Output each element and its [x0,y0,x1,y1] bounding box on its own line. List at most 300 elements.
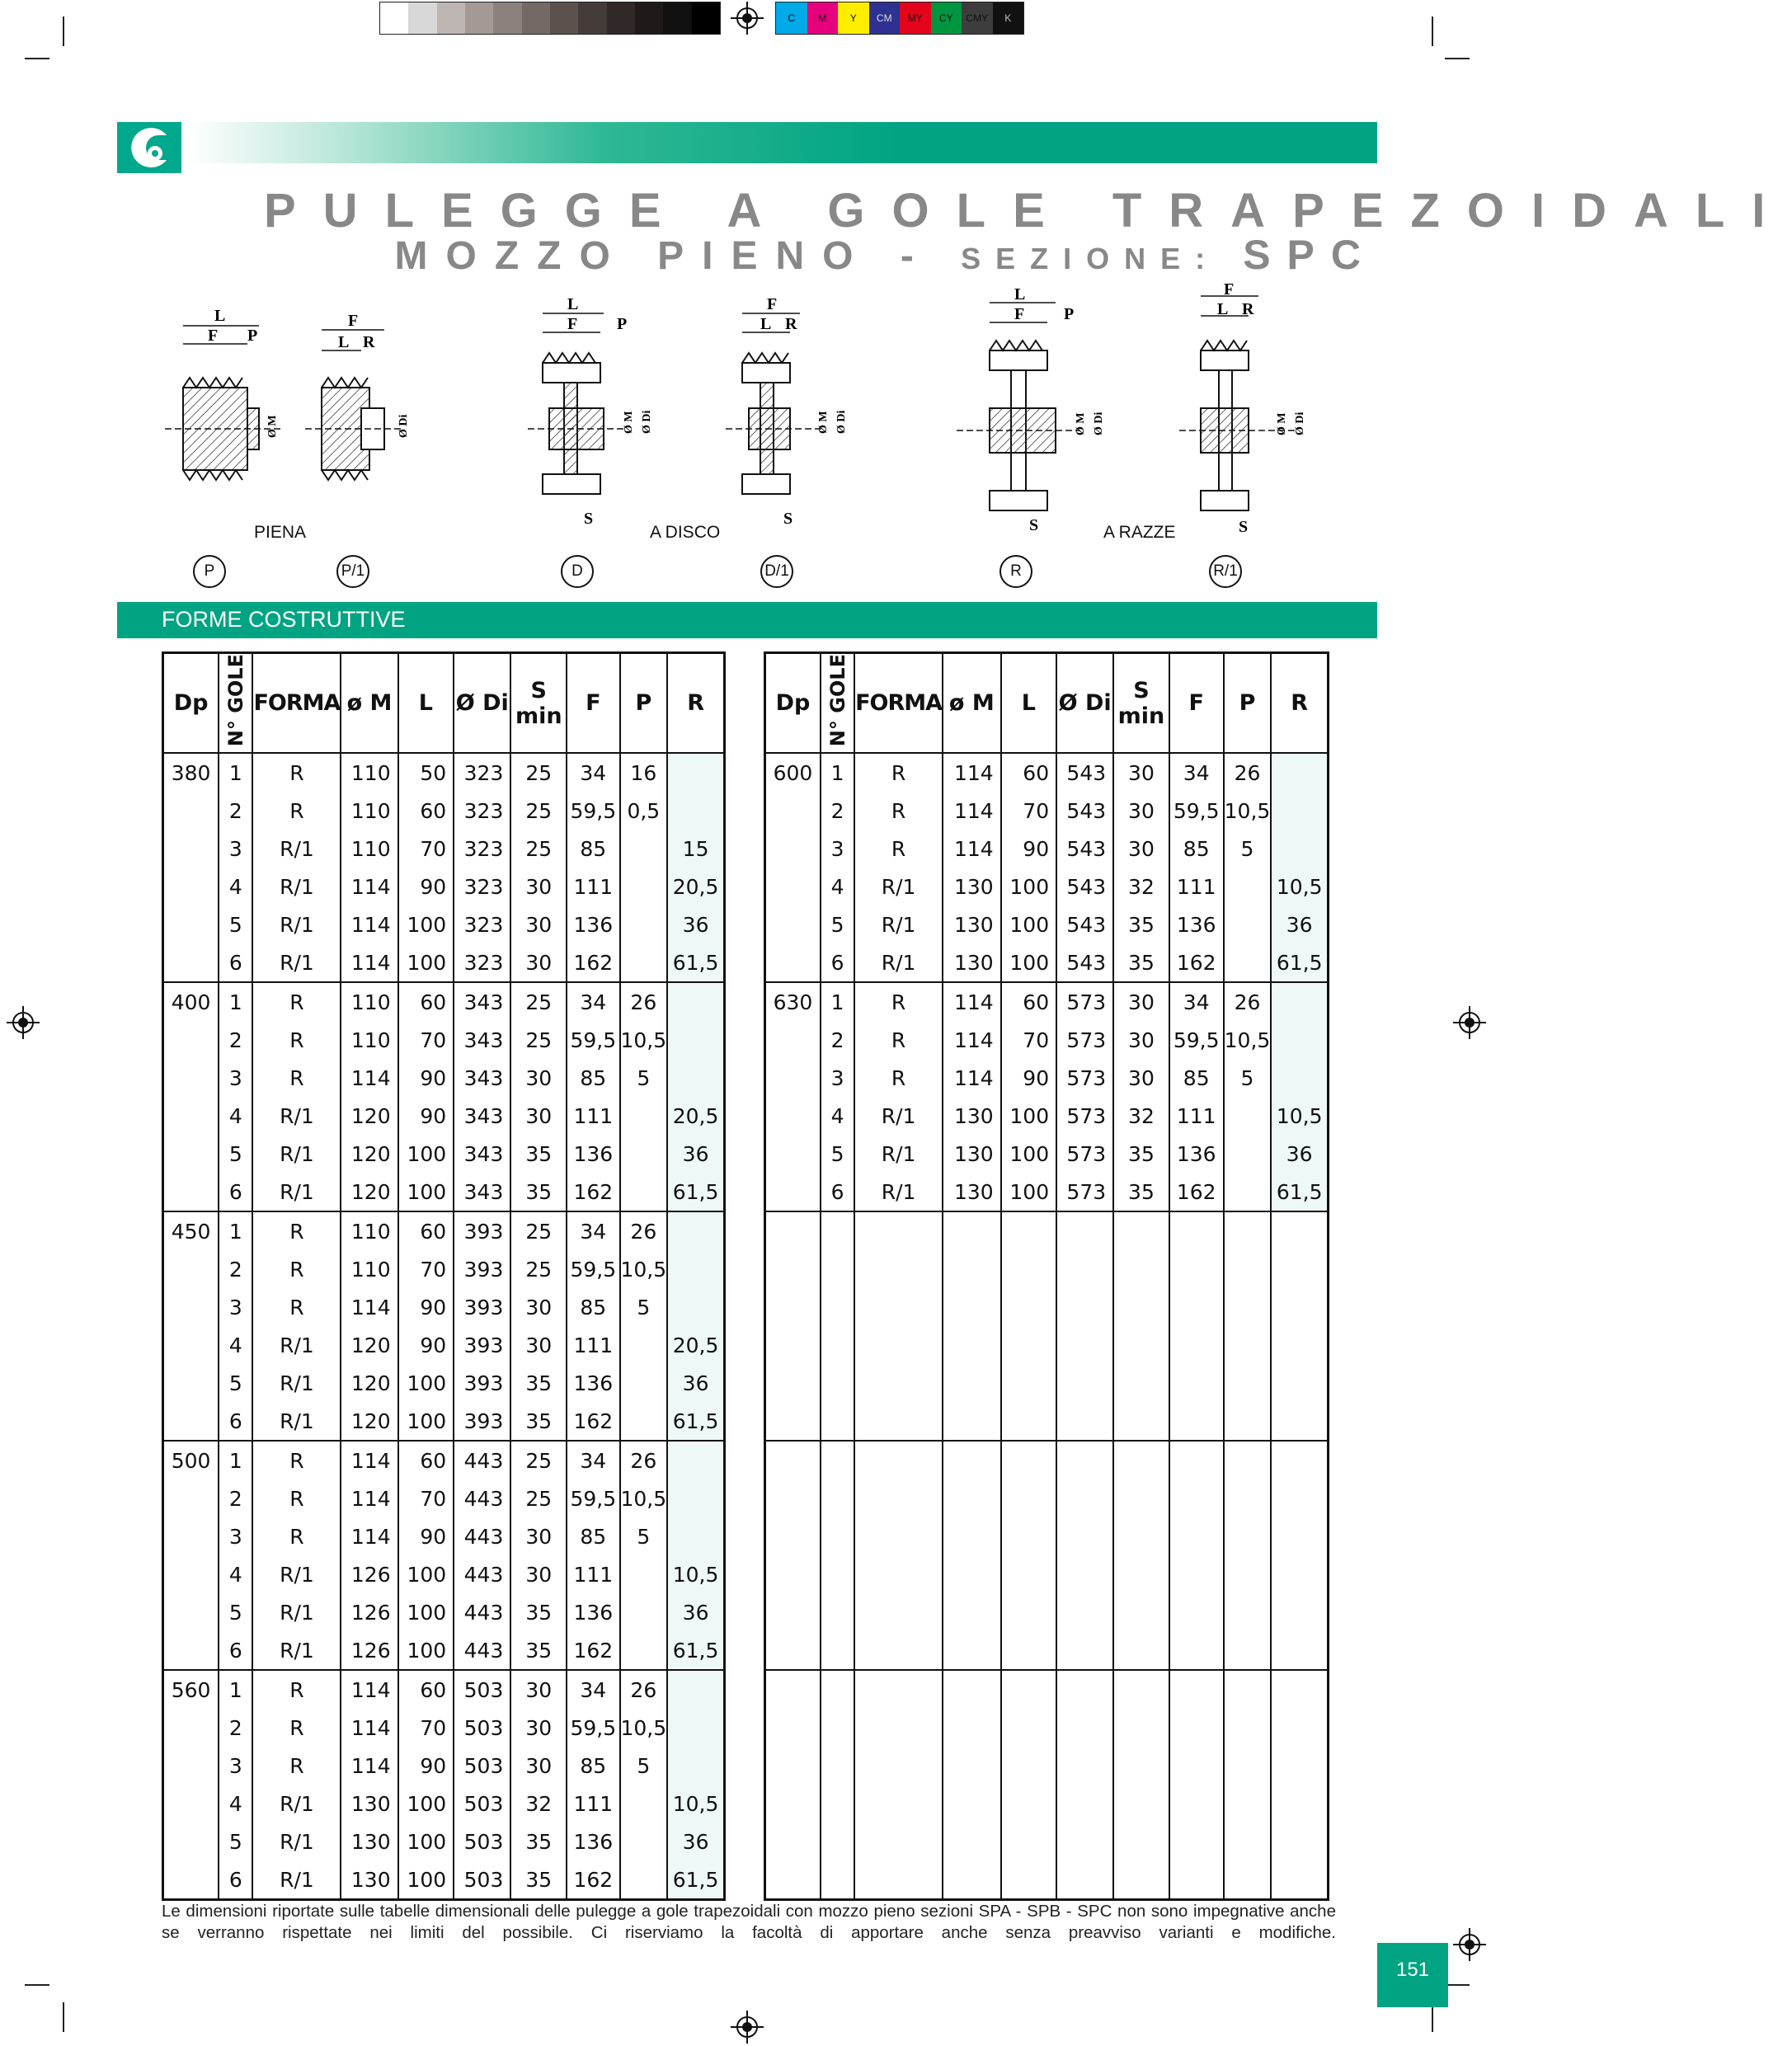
cell-n-gole: 5 [219,1823,252,1860]
cell-r: 61,5 [1271,943,1328,982]
table-row [765,1364,1329,1402]
header-s [1113,653,1169,754]
cell-dp [765,1097,821,1135]
cmyk-swatch: M [807,2,839,34]
cell-di: 573 [1056,1021,1113,1059]
cell-m [943,1441,1001,1479]
cell-s: 25 [510,753,567,792]
cell-p [1224,1211,1272,1250]
cell-dp: 630 [765,982,821,1021]
table-row [765,943,1329,982]
header-m: ø M [341,653,397,754]
cell-dp [765,1326,821,1364]
cell-s: 25 [510,792,567,830]
cell-f: 162 [1169,1173,1224,1211]
svg-text:Ø M: Ø M [266,415,279,438]
cell-f [1169,1631,1224,1670]
cell-r: 61,5 [1271,1173,1328,1211]
table-row [163,1326,725,1364]
diagram-piena-p1 [305,312,410,480]
table-row [163,1173,725,1211]
cell-r [1271,830,1328,868]
table-row [163,1747,725,1785]
cell-dp [163,943,219,982]
cell-n-gole: 2 [219,1250,252,1288]
cell-f [1169,1555,1224,1593]
cell-forma: R/1 [252,1785,341,1823]
cell-di: 323 [454,943,510,982]
cell-n-gole: 4 [219,1785,252,1823]
cell-s: 35 [510,1135,567,1173]
cell-p: 26 [620,1441,668,1479]
crop-mark [63,16,64,46]
cell-di [1056,1517,1113,1555]
table-row [163,868,725,905]
cell-m: 114 [943,982,1001,1021]
cell-dp [163,1709,219,1747]
cell-dp: 400 [163,982,219,1021]
cell-p: 10,5 [1224,1021,1272,1059]
cell-m: 110 [341,1021,397,1059]
cell-p [620,868,668,905]
cell-n-gole [821,1364,854,1402]
cell-n-gole [821,1747,854,1785]
cell-f: 59,5 [567,1709,619,1747]
cell-s: 30 [510,868,567,905]
cmyk-swatch: MY [900,2,931,34]
cell-f [1169,1479,1224,1517]
cell-forma: R/1 [252,943,341,982]
cell-f [1169,1709,1224,1747]
cell-r [1271,1059,1328,1097]
cell-dp [765,1593,821,1631]
cell-forma: R/1 [252,830,341,868]
cell-r [1271,1402,1328,1441]
cell-p: 26 [620,1211,668,1250]
cell-p [1224,1670,1272,1709]
cell-l: 100 [398,1402,454,1441]
cell-f: 162 [567,1402,619,1441]
cell-p [1224,1631,1272,1670]
cell-n-gole: 2 [821,792,854,830]
cell-l: 100 [398,1593,454,1631]
cell-f: 136 [567,1135,619,1173]
header-n-gole-label: N° GOLE [825,654,849,747]
table-row [163,1211,725,1250]
cell-p: 5 [1224,830,1272,868]
cell-r: 10,5 [667,1785,724,1823]
dimensions-table-left [162,651,726,1901]
cell-s: 30 [1113,1059,1169,1097]
cell-r [1271,1250,1328,1288]
cell-l [1001,1860,1056,1900]
cell-forma: R/1 [252,1555,341,1593]
cell-r [667,982,724,1021]
cell-l: 100 [1001,1173,1056,1211]
cell-dp [163,1097,219,1135]
cell-p: 10,5 [1224,792,1272,830]
cell-m [943,1250,1001,1288]
cell-r [667,753,724,792]
cell-s: 35 [510,1631,567,1670]
diagram-piena-p [165,307,280,480]
cell-di [1056,1402,1113,1441]
cell-m: 120 [341,1097,397,1135]
cell-m: 114 [341,1479,397,1517]
cell-di [1056,1631,1113,1670]
cell-f: 85 [567,1517,619,1555]
cell-f: 111 [567,1785,619,1823]
caption-piena: PIENA [254,523,307,542]
cmyk-swatch: C [776,2,807,34]
cell-r [1271,1823,1328,1860]
cell-di: 343 [454,1059,510,1097]
cell-s [1113,1326,1169,1364]
cell-l: 100 [1001,868,1056,905]
cell-m [943,1288,1001,1326]
cell-l: 60 [398,1670,454,1709]
cell-r [1271,1747,1328,1785]
caption-razze: A RAZZE [1103,523,1176,542]
cell-p: 16 [620,753,668,792]
cell-l: 100 [398,1785,454,1823]
cell-f: 59,5 [567,792,619,830]
cell-f: 59,5 [567,1250,619,1288]
cell-forma: R/1 [252,1364,341,1402]
cell-forma: R [252,1747,341,1785]
cell-f: 34 [567,753,619,792]
cmyk-swatch: CY [931,2,962,34]
cell-n-gole: 1 [219,1670,252,1709]
cell-m: 114 [943,830,1001,868]
header-forma: FORMA [854,653,943,754]
cell-n-gole: 4 [219,1326,252,1364]
cell-r [1271,1593,1328,1631]
cell-f: 85 [567,1288,619,1326]
registration-mark-icon [1453,1006,1486,1039]
cell-l [1001,1441,1056,1479]
cell-forma: R [252,1517,341,1555]
cell-dp [765,1823,821,1860]
cell-n-gole [821,1785,854,1823]
cell-r: 15 [667,830,724,868]
cell-p [620,1326,668,1364]
cell-di: 573 [1056,1059,1113,1097]
cell-n-gole: 5 [219,1593,252,1631]
header-s-min: min [1117,703,1165,729]
cell-l: 60 [398,792,454,830]
cell-r: 36 [667,905,724,943]
cell-l [1001,1670,1056,1709]
cell-di: 323 [454,868,510,905]
table-row [163,1250,725,1288]
table-row [765,1288,1329,1326]
cell-s [1113,1288,1169,1326]
cell-r: 10,5 [1271,1097,1328,1135]
cell-dp [163,1021,219,1059]
cell-forma: R [854,753,943,792]
company-logo [117,122,181,173]
cell-n-gole: 4 [821,1097,854,1135]
cell-dp [765,1364,821,1402]
cell-n-gole: 1 [219,753,252,792]
cell-s: 32 [510,1785,567,1823]
cell-forma: R [252,792,341,830]
table-row [163,1288,725,1326]
cell-p: 5 [620,1747,668,1785]
cell-m [943,1593,1001,1631]
cell-f: 85 [567,1747,619,1785]
cell-n-gole [821,1479,854,1517]
cell-r [667,1441,724,1479]
cmyk-swatch: K [993,2,1024,34]
svg-text:R: R [1242,300,1254,318]
cell-l: 100 [398,905,454,943]
cell-m: 126 [341,1593,397,1631]
cell-f: 162 [567,1173,619,1211]
table-row [765,1402,1329,1441]
cell-p [620,1402,668,1441]
cell-n-gole: 3 [219,830,252,868]
header-forma: FORMA [252,653,341,754]
cell-s: 30 [510,1709,567,1747]
cell-forma [854,1785,943,1823]
registration-mark-icon [7,1006,40,1039]
header-dp: Dp [765,653,821,754]
svg-text:Ø M: Ø M [817,411,830,434]
section-title: FORME COSTRUTTIVE [162,607,406,632]
cell-f: 162 [567,1631,619,1670]
cell-forma: R/1 [252,1860,341,1900]
cell-p: 26 [620,1670,668,1709]
cell-l: 90 [398,868,454,905]
cell-s: 25 [510,1479,567,1517]
cell-f [1169,1402,1224,1441]
cell-di [1056,1593,1113,1631]
cell-forma [854,1670,943,1709]
svg-text:F: F [767,295,778,313]
cell-l [1001,1631,1056,1670]
cell-n-gole: 1 [219,1441,252,1479]
cell-p [620,1785,668,1823]
cell-f: 85 [567,1059,619,1097]
header-f: F [567,653,619,754]
cell-di [1056,1709,1113,1747]
table-row [163,1402,725,1441]
cell-s: 30 [1113,1021,1169,1059]
cell-m [943,1823,1001,1860]
cell-s: 25 [510,830,567,868]
cell-p [1224,1402,1272,1441]
type-code-r1: R/1 [1209,555,1242,588]
svg-text:F: F [1014,305,1025,323]
cell-p [620,1555,668,1593]
subtitle-part: SEZIONE: [961,242,1244,275]
cell-dp [765,1135,821,1173]
cell-l [1001,1517,1056,1555]
cell-forma: R/1 [854,868,943,905]
cell-l: 100 [398,943,454,982]
header-di: Ø Di [454,653,510,754]
header-n-gole [219,653,252,754]
cell-n-gole: 2 [219,1479,252,1517]
table-row [163,792,725,830]
cell-forma: R [854,792,943,830]
table-row [765,1785,1329,1823]
cell-n-gole: 3 [219,1517,252,1555]
cell-dp [163,1631,219,1670]
cmyk-strip [775,2,1024,35]
cell-m: 126 [341,1631,397,1670]
cell-dp [765,1173,821,1211]
table-row [765,1211,1329,1250]
page-title: PULEGGE A GOLE TRAPEZOIDALI [264,184,1792,238]
table-row [765,753,1329,792]
cell-l [1001,1402,1056,1441]
cell-n-gole: 4 [821,868,854,905]
cell-m: 114 [341,1517,397,1555]
cell-s: 30 [510,1288,567,1326]
cell-l: 70 [398,1479,454,1517]
cell-p [620,1364,668,1402]
header-p: P [1224,653,1272,754]
cell-forma: R [854,1059,943,1097]
cell-n-gole [821,1326,854,1364]
cell-m [943,1555,1001,1593]
cell-s [1113,1555,1169,1593]
cell-di: 393 [454,1250,510,1288]
cell-r: 36 [1271,905,1328,943]
table-row [765,1593,1329,1631]
cell-f [1169,1364,1224,1402]
cell-dp [163,1135,219,1173]
cell-s: 35 [510,1402,567,1441]
cell-n-gole [821,1441,854,1479]
cell-m [943,1631,1001,1670]
cell-p [620,1135,668,1173]
cell-dp [765,1747,821,1785]
table-row [765,905,1329,943]
cell-p: 26 [1224,982,1272,1021]
cell-m: 110 [341,1250,397,1288]
cell-m: 130 [943,943,1001,982]
cell-forma [854,1517,943,1555]
cell-p [620,1860,668,1900]
cell-s: 30 [510,1097,567,1135]
svg-text:L: L [214,307,226,325]
cell-n-gole: 5 [219,905,252,943]
cell-r: 61,5 [667,1860,724,1900]
cell-di [1056,1326,1113,1364]
cell-di: 323 [454,830,510,868]
cell-n-gole [821,1709,854,1747]
table-row [765,1326,1329,1364]
cell-f: 34 [567,1211,619,1250]
cell-m: 114 [341,1441,397,1479]
cell-s: 30 [1113,982,1169,1021]
cell-l: 100 [1001,905,1056,943]
cell-s: 35 [510,1364,567,1402]
cell-s: 35 [510,1823,567,1860]
svg-text:Ø Di: Ø Di [1294,412,1306,435]
cell-r: 61,5 [667,1402,724,1441]
cell-m: 110 [341,1211,397,1250]
cell-dp [163,1555,219,1593]
cell-m: 114 [341,1670,397,1709]
cell-di: 503 [454,1823,510,1860]
table-row [163,1517,725,1555]
cell-s: 35 [1113,943,1169,982]
svg-text:F: F [208,327,219,345]
header-n-gole [821,653,854,754]
cell-forma: R [252,1021,341,1059]
cell-r [1271,1670,1328,1709]
cell-p [1224,1593,1272,1631]
table-row [163,982,725,1021]
cell-forma: R [252,1670,341,1709]
cell-r [667,1211,724,1250]
cell-f: 111 [1169,868,1224,905]
diagram-disco-d1 [726,295,848,528]
table-row [765,792,1329,830]
crop-mark [63,2002,64,2032]
crop-mark [25,58,49,59]
cell-s [1113,1250,1169,1288]
cell-l: 70 [398,1709,454,1747]
cell-m: 120 [341,1173,397,1211]
cell-di: 573 [1056,1135,1113,1173]
cell-forma: R [252,753,341,792]
cell-dp [163,1288,219,1326]
cell-r [1271,1785,1328,1823]
cell-di [1056,1823,1113,1860]
cell-p [1224,1288,1272,1326]
cell-p: 26 [620,982,668,1021]
cell-dp [163,1059,219,1097]
cell-di [1056,1555,1113,1593]
cell-di: 543 [1056,868,1113,905]
cell-f [1169,1860,1224,1900]
cell-dp [765,1211,821,1250]
cell-di: 543 [1056,753,1113,792]
cell-s: 25 [510,1441,567,1479]
cell-s [1113,1402,1169,1441]
svg-text:F: F [1224,280,1235,299]
cell-m [943,1211,1001,1250]
cell-forma [854,1326,943,1364]
diagram-disco-d [528,295,653,528]
cell-p: 26 [1224,753,1272,792]
cell-n-gole [821,1402,854,1441]
cell-r [1271,1211,1328,1250]
cell-s: 30 [510,1555,567,1593]
svg-text:S: S [1029,516,1039,534]
cell-forma: R/1 [252,1402,341,1441]
cell-m [943,1517,1001,1555]
table-row [765,1670,1329,1709]
cell-s: 35 [510,1860,567,1900]
table-row [163,1670,725,1709]
page-number: 151 [1377,1943,1448,2007]
cell-f: 34 [567,982,619,1021]
cell-r [1271,1326,1328,1364]
registration-mark-icon [731,2,764,35]
cell-forma: R/1 [854,943,943,982]
cell-s [1113,1211,1169,1250]
cell-f [1169,1823,1224,1860]
table-row [163,943,725,982]
cell-n-gole: 6 [219,1860,252,1900]
